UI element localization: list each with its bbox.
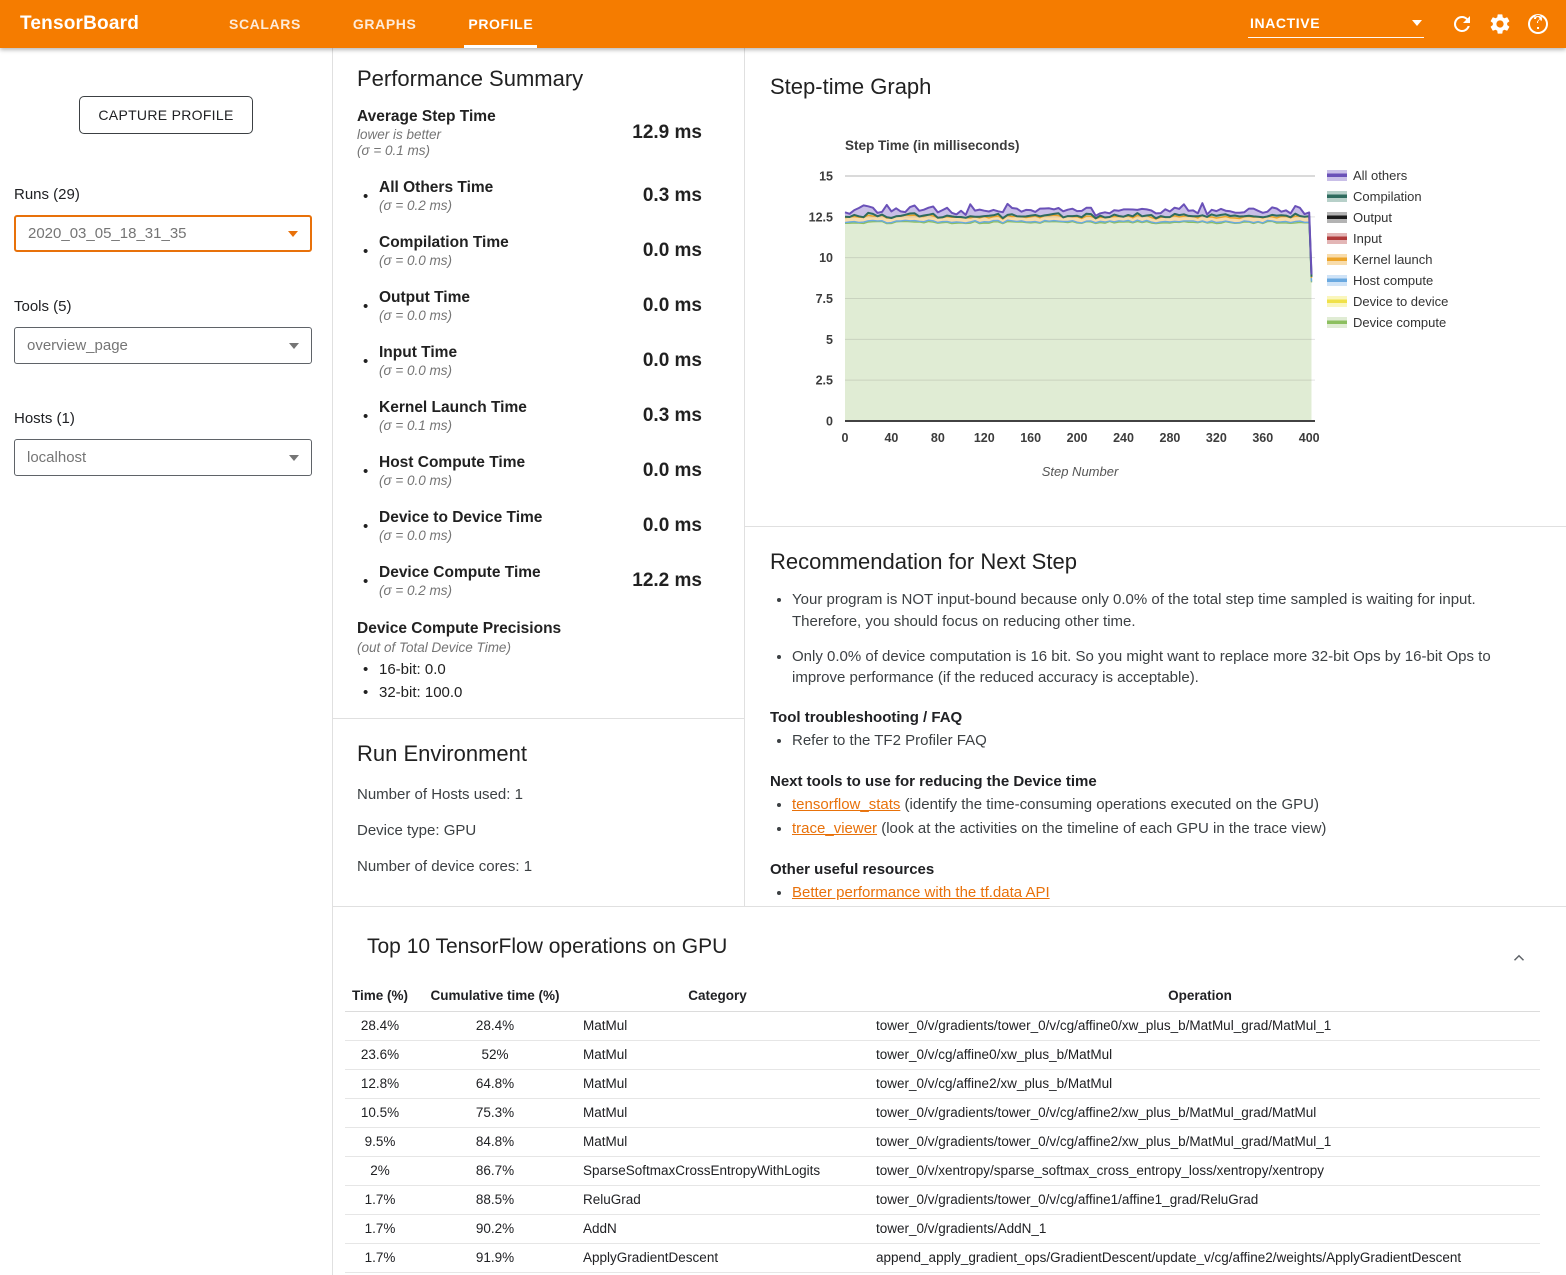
top-ops-title: Top 10 TensorFlow operations on GPU	[367, 935, 728, 958]
cell-cat: MatMul	[575, 1127, 860, 1156]
recommendation-bullet: • Only 0.0% of device computation is 16 bit. So you might want to replace more 32-bit Ops by 16-bit Ops to improve performance (if the reduced accuracy is acceptable).	[792, 646, 1526, 690]
runs-value: 2020_03_05_18_31_35	[28, 225, 187, 242]
cell-op: tower_0/v/gradients/tower_0/v/cg/affine0/xw_plus_b/MatMul_grad/MatMul_1	[860, 1011, 1540, 1040]
svg-text:10: 10	[819, 251, 833, 266]
column-header-cum: Cumulative time (%)	[415, 981, 575, 1011]
step-time-chart	[770, 106, 1566, 506]
performance-summary-title: Performance Summary	[357, 66, 584, 91]
run-env-line: Number of Hosts used: 1	[357, 786, 523, 803]
cell-cum: 86.7%	[415, 1156, 575, 1185]
step-time-breakdown-item	[357, 564, 744, 598]
chevron-down-icon	[1412, 20, 1422, 26]
cell-cum: 88.5%	[415, 1185, 575, 1214]
bullet-icon: •	[363, 242, 369, 260]
step-time-graph-title: Step-time Graph	[770, 74, 932, 99]
cell-op: tower_0/v/cg/affine2/xw_plus_b/MatMul	[860, 1069, 1540, 1098]
svg-text:360: 360	[1252, 431, 1274, 445]
average-step-time-value: 12.9 ms	[632, 122, 702, 143]
legend-item	[1327, 252, 1433, 267]
table-row	[345, 1185, 1540, 1214]
recommendation-subitem: • trace_viewer (look at the activities on the timeline of each GPU in the trace view)	[792, 818, 1526, 841]
svg-text:160: 160	[1020, 431, 1042, 445]
breakdown-labels	[379, 344, 457, 378]
svg-text:320: 320	[1205, 431, 1227, 445]
runs-group	[14, 186, 312, 252]
table-row	[345, 1098, 1540, 1127]
app-header	[0, 0, 1566, 48]
table-row	[345, 1243, 1540, 1272]
breakdown-label: Compilation Time	[379, 234, 509, 251]
bullet-icon: •	[363, 187, 369, 205]
breakdown-sigma: (σ = 0.0 ms)	[379, 528, 453, 543]
recommendation-subitem: • Refer to the TF2 Profiler FAQ	[792, 730, 1526, 753]
chevron-down-icon	[288, 231, 298, 237]
breakdown-value: 12.2 ms	[632, 570, 702, 591]
svg-text:Device to device: Device to device	[1353, 294, 1449, 309]
tab-profile[interactable]: PROFILE	[464, 0, 537, 48]
precision-text: 16-bit: 0.0	[379, 661, 446, 678]
breakdown-value: 0.3 ms	[642, 185, 702, 206]
chevron-down-icon	[289, 455, 299, 461]
legend-item	[1327, 189, 1422, 204]
precision-text: 32-bit: 100.0	[379, 684, 463, 701]
column-header-cat: Category	[575, 981, 860, 1011]
svg-text:Output: Output	[1353, 210, 1393, 225]
recommendation-section	[745, 527, 1566, 906]
step-time-breakdown-item	[357, 454, 744, 488]
svg-text:120: 120	[973, 431, 995, 445]
breakdown-sigma: (σ = 0.0 ms)	[379, 253, 453, 268]
cell-op: append_apply_gradient_ops/GradientDescent/update_v/cg/affine2/weights/ApplyGradientDescent	[860, 1243, 1540, 1272]
bullet-icon: •	[363, 462, 369, 480]
step-time-breakdown-item	[357, 399, 744, 433]
tools-group	[14, 298, 312, 364]
breakdown-labels	[379, 454, 525, 488]
cell-time: 1.7%	[345, 1243, 415, 1272]
hosts-group	[14, 410, 312, 476]
svg-text:7.5: 7.5	[815, 292, 833, 306]
device-compute-precisions	[357, 620, 744, 701]
svg-text:40: 40	[884, 431, 899, 445]
breakdown-label: Output Time	[379, 289, 470, 306]
top-ops-section	[333, 906, 1566, 1275]
recommendation-subhead: Next tools to use for reducing the Device time	[770, 772, 1097, 790]
app-title: TensorBoard	[20, 13, 140, 34]
run-env-line: Device type: GPU	[357, 822, 477, 839]
status-value: INACTIVE	[1250, 14, 1321, 31]
svg-text:0: 0	[841, 431, 849, 445]
step-time-breakdown-item	[357, 344, 744, 378]
recommendation-sublist	[770, 730, 1526, 753]
precision-item	[357, 661, 744, 678]
legend-item	[1327, 210, 1392, 225]
table-row	[345, 1069, 1540, 1098]
tools-label: Tools (5)	[14, 298, 72, 315]
resource-link[interactable]: trace_viewer	[792, 820, 878, 837]
svg-text:400: 400	[1298, 431, 1320, 445]
cell-cat: AddN	[575, 1214, 860, 1243]
top-tabs	[203, 0, 559, 48]
refresh-icon[interactable]	[1450, 12, 1474, 36]
bullet-icon: •	[363, 517, 369, 535]
hosts-dropdown[interactable]	[14, 439, 312, 476]
legend-item	[1327, 294, 1448, 309]
hosts-value: localhost	[27, 449, 87, 466]
svg-text:5: 5	[826, 332, 833, 347]
breakdown-labels	[379, 179, 493, 213]
cell-cum: 84.8%	[415, 1127, 575, 1156]
cell-cat: ApplyGradientDescent	[575, 1243, 860, 1272]
precisions-note: (out of Total Device Time)	[357, 640, 511, 655]
chevron-up-icon[interactable]	[1510, 949, 1528, 967]
cell-time: 23.6%	[345, 1040, 415, 1069]
svg-text:Step Number: Step Number	[1041, 464, 1119, 479]
svg-text:80: 80	[930, 431, 945, 445]
tools-dropdown[interactable]	[14, 327, 312, 364]
svg-text:Step Time (in milliseconds): Step Time (in milliseconds)	[845, 138, 1020, 153]
run-env-line: Number of device cores: 1	[357, 858, 533, 875]
step-time-breakdown-item	[357, 509, 744, 543]
performance-summary-section	[333, 48, 744, 719]
breakdown-labels	[379, 289, 470, 323]
svg-text:Compilation: Compilation	[1353, 189, 1422, 204]
cell-cum: 52%	[415, 1040, 575, 1069]
cell-op: tower_0/v/gradients/tower_0/v/cg/affine2/xw_plus_b/MatMul_grad/MatMul_1	[860, 1127, 1540, 1156]
summary-column	[333, 48, 745, 906]
cell-cum: 28.4%	[415, 1011, 575, 1040]
cell-cat: MatMul	[575, 1011, 860, 1040]
svg-text:200: 200	[1066, 431, 1088, 445]
legend-item	[1327, 168, 1408, 183]
tab-graphs[interactable]: GRAPHS	[352, 16, 417, 32]
breakdown-labels	[379, 399, 527, 433]
breakdown-labels	[379, 564, 541, 598]
recommendation-subitem	[792, 882, 1526, 905]
table-header-row	[345, 981, 1540, 1011]
bullet-icon: •	[363, 572, 369, 590]
svg-text:240: 240	[1113, 431, 1134, 445]
svg-text:Host compute: Host compute	[1353, 273, 1434, 288]
breakdown-sigma: (σ = 0.1 ms)	[379, 418, 453, 433]
breakdown-labels	[379, 509, 542, 543]
recommendation-subitem: • tensorflow_stats (identify the time-consuming operations executed on the GPU)	[792, 794, 1526, 817]
tab-scalars[interactable]: SCALARS	[229, 16, 301, 32]
breakdown-value: 0.0 ms	[642, 240, 702, 261]
cell-cat: MatMul	[575, 1040, 860, 1069]
cell-cat: SparseSoftmaxCrossEntropyWithLogits	[575, 1156, 860, 1185]
cell-cat: MatMul	[575, 1069, 860, 1098]
table-row	[345, 1156, 1540, 1185]
average-step-time-sigma: (σ = 0.1 ms)	[357, 143, 431, 158]
svg-text:Input: Input	[1353, 231, 1382, 246]
cell-op: tower_0/v/gradients/tower_0/v/cg/affine2/xw_plus_b/MatMul_grad/MatMul	[860, 1098, 1540, 1127]
run-environment-title: Run Environment	[357, 741, 527, 766]
recommendation-subhead: Other useful resources	[770, 860, 935, 878]
table-row	[345, 1040, 1540, 1069]
cell-cum: 91.9%	[415, 1243, 575, 1272]
svg-text:280: 280	[1159, 431, 1181, 445]
recommendation-subhead: Tool troubleshooting / FAQ	[770, 709, 963, 726]
breakdown-sigma: (σ = 0.2 ms)	[379, 198, 453, 213]
status-dropdown[interactable]	[1248, 11, 1424, 38]
column-header-time: Time (%)	[345, 981, 415, 1011]
table-row	[345, 1127, 1540, 1156]
breakdown-value: 0.3 ms	[642, 405, 702, 426]
svg-text:15: 15	[819, 169, 833, 184]
breakdown-labels	[379, 234, 509, 268]
svg-text:0: 0	[826, 414, 833, 429]
capture-profile-button[interactable]: CAPTURE PROFILE	[79, 96, 252, 134]
step-time-graph-section	[745, 48, 1566, 527]
breakdown-label: Kernel Launch Time	[379, 399, 527, 416]
hosts-label: Hosts (1)	[14, 410, 75, 427]
recommendation-title: Recommendation for Next Step	[770, 549, 1077, 574]
bullet-icon: •	[363, 684, 369, 701]
breakdown-label: Input Time	[379, 344, 458, 361]
svg-text:All others: All others	[1353, 168, 1408, 183]
runs-dropdown[interactable]	[14, 215, 312, 252]
bullet-icon: •	[363, 352, 369, 370]
legend-item	[1327, 315, 1446, 330]
cell-op: tower_0/v/xentropy/sparse_softmax_cross_entropy_loss/xentropy/xentropy	[860, 1156, 1540, 1185]
tools-value: overview_page	[27, 337, 128, 354]
step-time-breakdown-item	[357, 234, 744, 268]
settings-gear-icon[interactable]	[1488, 12, 1512, 36]
cell-time: 9.5%	[345, 1127, 415, 1156]
svg-text:2.5: 2.5	[815, 373, 833, 388]
recommendation-bullet: • Your program is NOT input-bound because only 0.0% of the total step time sampled is waiting for input. Therefore, you should focus on reducing other time.	[792, 589, 1526, 633]
cell-cat: ReluGrad	[575, 1185, 860, 1214]
average-step-time-row	[357, 108, 744, 158]
cell-time: 1.7%	[345, 1185, 415, 1214]
breakdown-value: 0.0 ms	[642, 295, 702, 316]
svg-text:12.5: 12.5	[808, 210, 833, 225]
step-time-breakdown-list	[357, 179, 744, 598]
cell-op: tower_0/v/gradients/AddN_1	[860, 1214, 1540, 1243]
bullet-icon: •	[363, 661, 369, 678]
resource-link[interactable]: Better performance with the tf.data API	[792, 883, 1050, 901]
main-content	[333, 48, 1566, 1275]
recommendation-bullets	[770, 589, 1526, 689]
cell-op: tower_0/v/cg/affine0/xw_plus_b/MatMul	[860, 1040, 1540, 1069]
svg-text:Kernel launch: Kernel launch	[1353, 252, 1433, 267]
cell-op: tower_0/v/gradients/tower_0/v/cg/affine1/affine1_grad/ReluGrad	[860, 1185, 1540, 1214]
chevron-down-icon	[289, 343, 299, 349]
cell-time: 2%	[345, 1156, 415, 1185]
recommendation-sublist	[770, 794, 1526, 841]
table-row	[345, 1011, 1540, 1040]
breakdown-value: 0.0 ms	[642, 350, 702, 371]
average-step-time-label: Average Step Time	[357, 108, 496, 125]
legend-item	[1327, 273, 1433, 288]
column-header-op: Operation	[860, 981, 1540, 1011]
cell-time: 10.5%	[345, 1098, 415, 1127]
breakdown-sigma: (σ = 0.0 ms)	[379, 473, 453, 488]
breakdown-sigma: (σ = 0.0 ms)	[379, 363, 453, 378]
sidebar	[0, 48, 333, 1275]
cell-cum: 75.3%	[415, 1098, 575, 1127]
breakdown-label: All Others Time	[379, 179, 494, 196]
help-icon[interactable]	[1526, 12, 1550, 36]
bullet-icon: •	[363, 297, 369, 315]
precision-item	[357, 684, 744, 701]
breakdown-value: 0.0 ms	[642, 460, 702, 481]
breakdown-label: Host Compute Time	[379, 454, 526, 471]
cell-time: 12.8%	[345, 1069, 415, 1098]
svg-text:Device compute: Device compute	[1353, 315, 1447, 330]
breakdown-label: Device Compute Time	[379, 564, 541, 581]
bullet-icon: •	[363, 407, 369, 425]
cell-cum: 90.2%	[415, 1214, 575, 1243]
breakdown-sigma: (σ = 0.2 ms)	[379, 583, 453, 598]
legend-item	[1327, 231, 1382, 246]
recommendation-sublist	[770, 882, 1526, 905]
breakdown-sigma: (σ = 0.0 ms)	[379, 308, 453, 323]
breakdown-value: 0.0 ms	[642, 515, 702, 536]
top-ops-table	[345, 981, 1540, 1273]
cell-time: 28.4%	[345, 1011, 415, 1040]
cell-cum: 64.8%	[415, 1069, 575, 1098]
table-row	[345, 1214, 1540, 1243]
runs-label: Runs (29)	[14, 186, 80, 203]
average-step-time-note: lower is better	[357, 127, 442, 142]
precisions-title: Device Compute Precisions	[357, 620, 562, 637]
graph-column	[745, 48, 1566, 906]
resource-link[interactable]: tensorflow_stats	[792, 795, 901, 813]
step-time-breakdown-item	[357, 179, 744, 213]
step-time-breakdown-item	[357, 289, 744, 323]
cell-time: 1.7%	[345, 1214, 415, 1243]
run-environment-section	[333, 719, 744, 906]
breakdown-label: Device to Device Time	[379, 509, 543, 526]
cell-cat: MatMul	[575, 1098, 860, 1127]
